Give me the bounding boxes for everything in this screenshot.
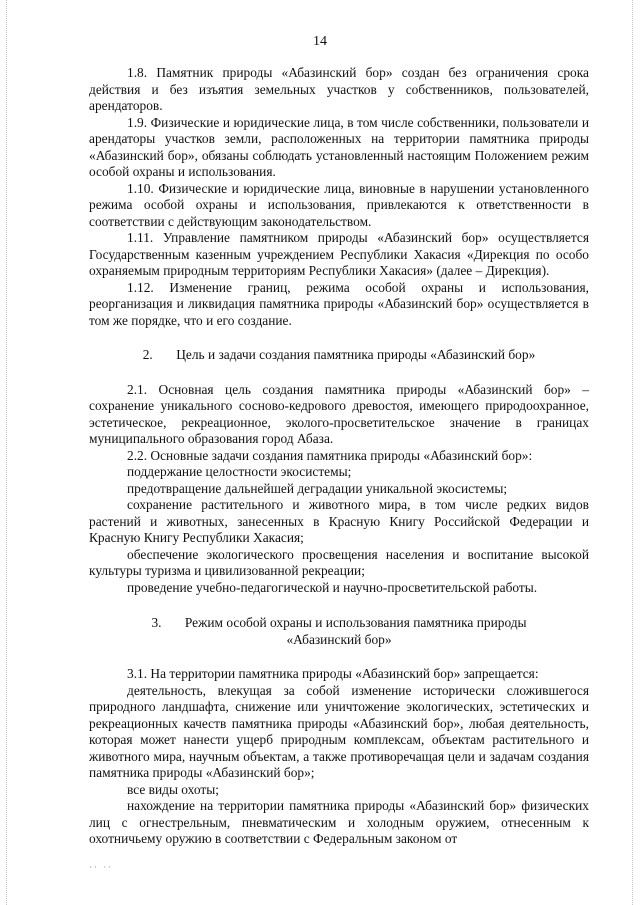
section-heading-2: 2. Цель и задачи создания памятника природы «Абазинский бор» (142, 347, 536, 362)
paragraph-2-2: 2.2. Основные задачи создания памятника природы «Абазинский бор»: (127, 447, 533, 463)
list-item: обеспечение экологического просвещения населения и воспитание высокой культуры туризма и цивилизованной рекреации; (89, 546, 589, 578)
document-body (89, 65, 589, 848)
paragraph-1-8: 1.8. Памятник природы «Абазинский бор» создан без ограничения срока действия и без изъятия земельных участков у собственников, пользователей, арендаторов. (89, 65, 589, 113)
page-number: 14 (313, 34, 327, 49)
list-item: все виды охоты; (127, 781, 219, 797)
list-item: сохранение растительного и животного мира, в том числе редких видов растений и животных, занесенных в Красную Книгу Российской Федерации и Красную Книгу Республики Хакасия; (89, 497, 589, 545)
section-heading-3-line2: «Абазинский бор» (286, 631, 392, 647)
list-item: проведение учебно-педагогической и научно-просветительской работы. (127, 579, 538, 595)
paragraph-1-9: 1.9. Физические и юридические лица, в том числе собственники, пользователи и арендаторы участков земли, расположенных на территории памятника природы «Абазинский бор», обязаны соблюдать установленный настоящим Положением режим особой охраны и использования. (89, 114, 589, 179)
footer-mark: ·· ·· (89, 862, 114, 872)
scan-edge-right (632, 0, 634, 905)
paragraph-3-1: 3.1. На территории памятника природы «Абазинский бор» запрещается: (127, 666, 539, 681)
paragraph-1-10: 1.10. Физические и юридические лица, виновные в нарушении установленного режима особой охраны и использования, привлекаются к ответственности в соответствии с действующим законодательством. (89, 180, 589, 229)
list-item: деятельность, влекущая за собой изменение исторически сложившегося природного ландшафта, снижение или уничтожение экологических, эстетических и рекреационных качеств памятника природы «Абазинский бор», любая деятельность, которая может нанести ущерб природным комплексам, объектам растительного и животного мира, научным объектам, а также противоречащая цели и задачам создания памятника природы «Абазинский бор»; (89, 682, 589, 780)
paragraph-1-11: 1.11. Управление памятником природы «Абазинский бор» осуществляется Государственным казенным учреждением Республики Хакасия «Дирекция по особо охраняемым природным территориям Республики Хакасия» (далее – Дирекция). (89, 230, 589, 278)
paragraph-2-1: 2.1. Основная цель создания памятника природы «Абазинский бор» – сохранение уникального сосново-кедрового древостоя, имеющего природоохранное, эстетическое, рекреационное, эколого-просветительское значение в границах муниципального образования город Абаза. (89, 381, 589, 446)
scan-edge-left (6, 0, 8, 905)
list-item: предотвращение дальнейшей деградации уникальной экосистемы; (127, 480, 508, 496)
list-item: поддержание целостности экосистемы; (127, 464, 352, 479)
list-item: нахождение на территории памятника природы «Абазинский бор» физических лиц с огнестрельным, пневматическим и холодным оружием, отнесенным к охотничьему оружию в соответствии с Федеральным законом от (89, 798, 589, 846)
section-heading-3-line1: 3. Режим особой охраны и использования памятника природы (151, 615, 527, 630)
paragraph-1-12: 1.12. Изменение границ, режима особой охраны и использования, реорганизация и ликвидация памятника природы «Абазинский бор» осуществляется в том же порядке, что и его создание. (89, 279, 589, 328)
